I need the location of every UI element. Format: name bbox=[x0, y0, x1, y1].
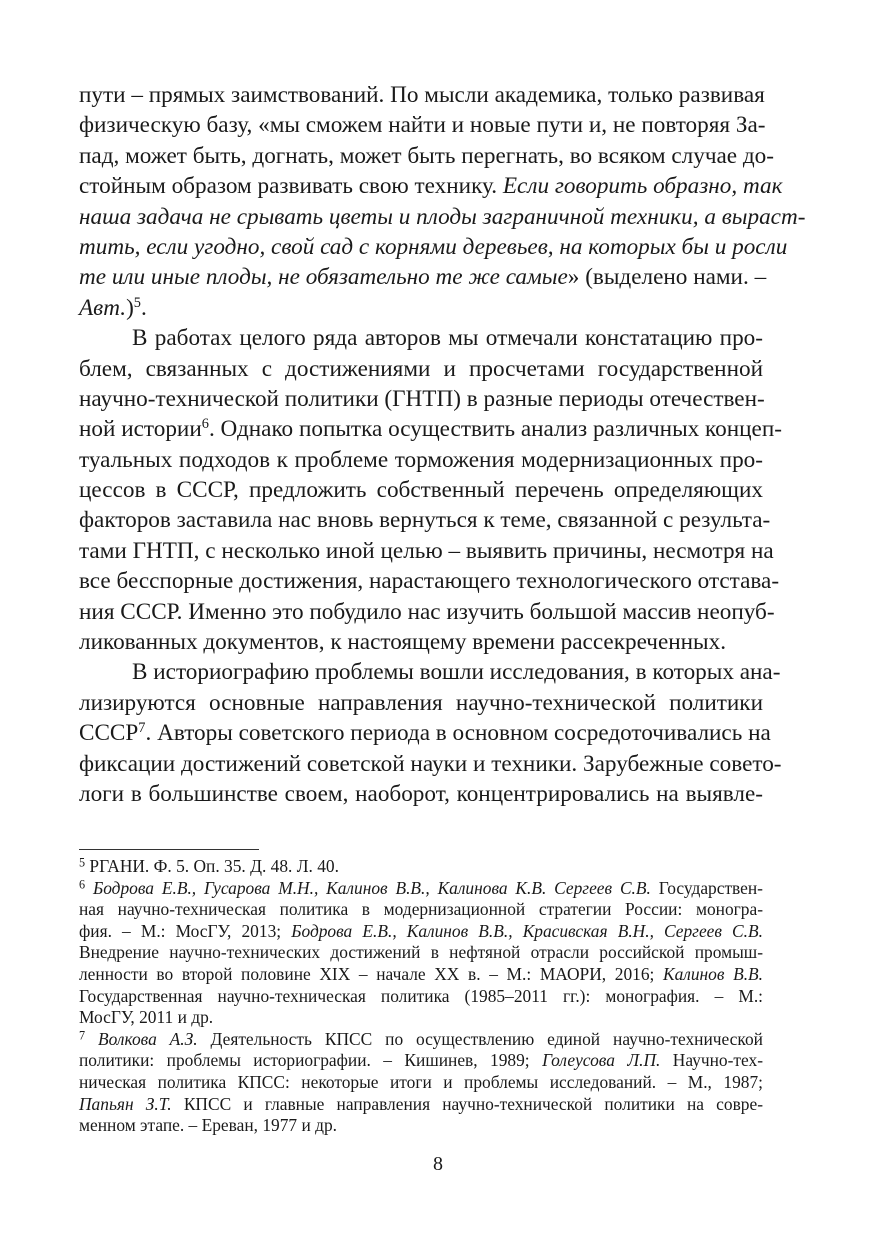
text-line: В работах целого ряда авторов мы отмечали констатацию про- bbox=[132, 325, 763, 352]
paragraph-2 bbox=[79, 323, 782, 657]
italic-quote: Если говорить образно, так bbox=[502, 173, 783, 200]
footnote-text: ленности во второй половине XIX – начале XX в. – М.: МАОРИ, 2016; bbox=[79, 963, 664, 984]
footnote-ref-7: 7 bbox=[138, 720, 146, 737]
footnote-line: ническая политика КПСС: некоторые итоги и проблемы исследований. – М., 1987; bbox=[79, 1071, 763, 1092]
footnote-authors: Бодрова Е.В., Калинов В.В., Красивская В.Н., Сергеев С.В. bbox=[291, 920, 763, 941]
paragraph-1 bbox=[79, 80, 806, 323]
footnote-text: КПСС и главные направления научно-технической политики на совре- bbox=[171, 1093, 763, 1114]
text-line: ликованных документов, к настоящему времени рассекреченных. bbox=[79, 629, 727, 656]
text-line bbox=[79, 718, 771, 748]
footnote-7 bbox=[79, 1029, 763, 1051]
footnote-6 bbox=[79, 878, 763, 900]
footnote-number: 7 bbox=[79, 1028, 86, 1043]
text-line: научно-технической политики (ГНТП) в разные периоды отечествен- bbox=[79, 385, 765, 412]
text-line bbox=[79, 262, 767, 292]
text-line bbox=[79, 202, 806, 232]
text-line: пад, может быть, догнать, может быть перегнать, во всяком случае до- bbox=[79, 142, 774, 169]
text-line: пути – прямых заимствований. По мысли академика, только развивая bbox=[79, 82, 765, 108]
footnote-authors: Голеусова Л.П. bbox=[542, 1050, 661, 1071]
footnote-ref-6: 6 bbox=[201, 416, 209, 433]
footnote-line bbox=[79, 1050, 763, 1072]
footnote-line: Государственная научно-техническая политика (1985–2011 гг.): монография. – М.: bbox=[79, 985, 763, 1006]
text-line: цессов в СССР, предложить собственный перечень определяющих bbox=[79, 477, 763, 504]
text-line: блем, связанных с достижениями и просчетами государственной bbox=[79, 355, 763, 382]
footnote-line bbox=[79, 921, 763, 943]
text-line bbox=[79, 171, 783, 201]
footnote-authors: Папьян З.Т. bbox=[79, 1093, 172, 1114]
footnote-5 bbox=[79, 856, 763, 878]
text-line bbox=[79, 293, 763, 323]
italic-quote: те или иные плоды, не обязательно те же самые bbox=[79, 264, 568, 291]
footnote-text: Государствен- bbox=[650, 877, 763, 898]
text-fragment: » (выделено нами. – bbox=[567, 264, 767, 291]
footnote-line: Внедрение научно-технических достижений в нефтяной отрасли российской промыш- bbox=[79, 942, 763, 963]
footnote-authors: Бодрова Е.В., Гусарова М.Н., Калинов В.В., Калинова К.В. Сергеев С.В. bbox=[92, 877, 651, 898]
footnote-divider bbox=[79, 849, 259, 850]
text-line: ния СССР. Именно это побудило нас изучить большой массив неопуб- bbox=[79, 598, 775, 625]
text-line bbox=[79, 414, 782, 444]
text-fragment: СССР bbox=[79, 720, 139, 747]
text-line: факторов заставила нас вновь вернуться к теме, связанной с результа- bbox=[79, 507, 771, 534]
italic-quote: наша задача не срывать цветы и плоды заграничной техники, а выраст- bbox=[79, 203, 806, 230]
text-fragment: стойным образом развивать свою технику. bbox=[79, 173, 503, 200]
footnote-text: фия. – М.: МосГУ, 2013; bbox=[79, 920, 292, 941]
text-line: все бесспорные достижения, нарастающего технологического отстава- bbox=[79, 568, 780, 595]
footnote-text: РГАНИ. Ф. 5. Оп. 35. Д. 48. Л. 40. bbox=[85, 856, 339, 876]
footnote-text: Научно-тех- bbox=[660, 1050, 763, 1071]
footnote-text: политики: проблемы историографии. – Кишинев, 1989; bbox=[79, 1050, 543, 1071]
text-line: фиксации достижений советской науки и техники. Зарубежные совето- bbox=[79, 750, 782, 777]
text-fragment: . Однако попытка осуществить анализ различных концеп- bbox=[208, 416, 782, 443]
text-line: тами ГНТП, с несколько иной целью – выявить причины, несмотря на bbox=[79, 537, 774, 564]
text-line: лизируются основные направления научно-технической политики bbox=[79, 689, 763, 716]
footnote-number: 6 bbox=[79, 877, 86, 892]
text-line: В историографию проблемы вошли исследования, в которых ана- bbox=[132, 659, 781, 686]
footnote-line: МосГУ, 2011 и др. bbox=[79, 1007, 214, 1028]
text-line: логи в большинстве своем, наоборот, концентрировались на выявле- bbox=[79, 780, 763, 807]
footnote-line: ная научно-техническая политика в модернизационной стратегии России: моногра- bbox=[79, 899, 763, 920]
author-abbrev: Авт. bbox=[79, 294, 127, 321]
text-line bbox=[79, 232, 788, 262]
italic-quote: тить, если угодно, свой сад с корнями деревьев, на которых бы и росли bbox=[79, 233, 788, 260]
text-fragment: ) bbox=[126, 294, 134, 321]
footnote-line bbox=[79, 964, 763, 986]
text-fragment: . bbox=[140, 294, 147, 321]
text-line: туальных подходов к проблеме торможения модернизационных про- bbox=[79, 446, 763, 473]
page-number: 8 bbox=[433, 1153, 443, 1175]
text-fragment: . Авторы советского периода в основном сосредоточивались на bbox=[145, 720, 771, 747]
footnotes bbox=[79, 856, 763, 1137]
footnote-text: Деятельность КПСС по осуществлению единой научно-технической bbox=[197, 1028, 763, 1049]
text-line: физическую базу, «мы сможем найти и новые пути и, не повторяя За- bbox=[79, 112, 766, 139]
paragraph-3 bbox=[79, 657, 782, 809]
footnote-authors: Волкова А.З. bbox=[98, 1028, 198, 1049]
text-fragment: ной истории bbox=[79, 416, 202, 443]
main-text bbox=[79, 80, 806, 809]
footnote-authors: Калинов В.В. bbox=[663, 963, 764, 984]
footnote-line: менном этапе. – Ереван, 1977 и др. bbox=[79, 1115, 337, 1136]
footnote-ref-5: 5 bbox=[133, 294, 141, 311]
footnote-number: 5 bbox=[79, 855, 86, 870]
footnote-line bbox=[79, 1094, 763, 1116]
